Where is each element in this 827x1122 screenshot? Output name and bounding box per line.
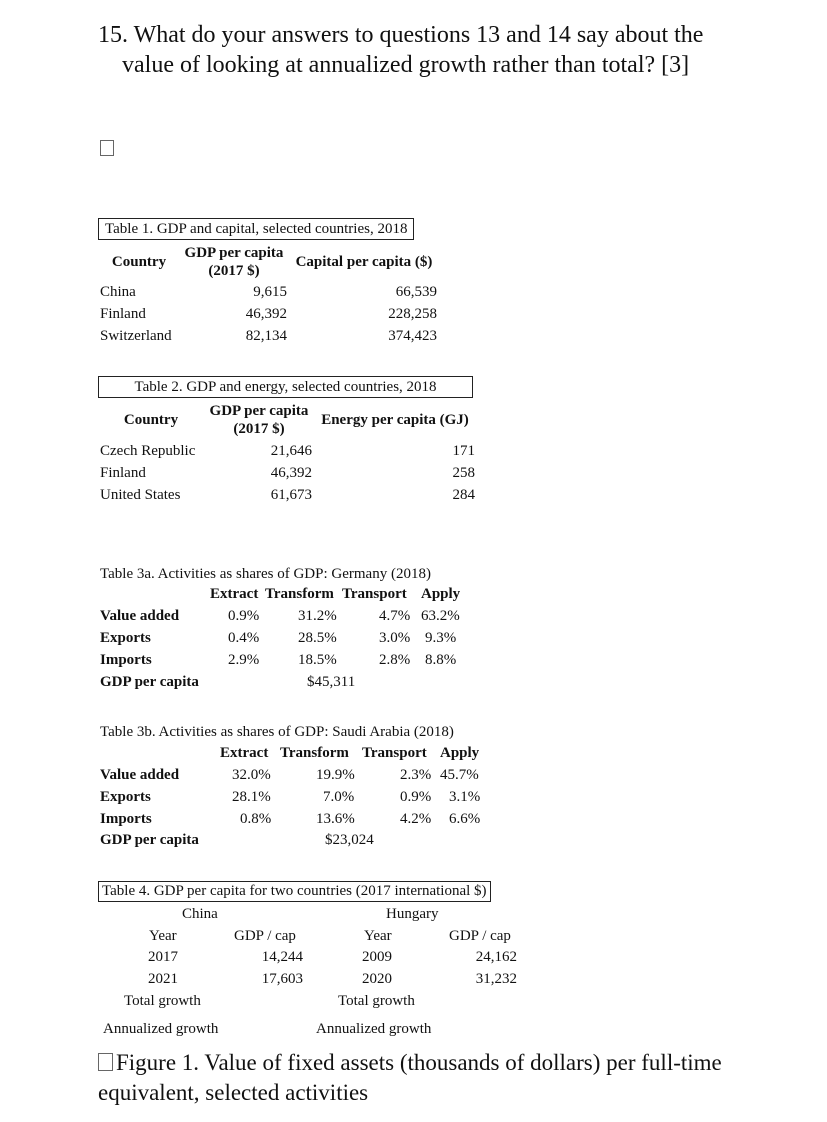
table1-row-gdp: 46,392 bbox=[245, 306, 287, 322]
table1-row-country: China bbox=[100, 284, 136, 300]
table3b-row-label: Exports bbox=[100, 789, 151, 805]
table2-row-energy: 258 bbox=[452, 465, 475, 481]
table3b-cell: 32.0% bbox=[232, 767, 271, 783]
table3b-cell: 0.8% bbox=[240, 811, 272, 827]
table3b-header-extract: Extract bbox=[220, 745, 269, 761]
table4-china-total-growth: Total growth bbox=[124, 993, 201, 1009]
table3b-cell: 19.9% bbox=[316, 767, 355, 783]
table2-row-energy: 171 bbox=[452, 443, 475, 459]
table3a-cell: 0.9% bbox=[228, 608, 260, 624]
table3a-cell: 2.8% bbox=[379, 652, 411, 668]
table4-hungary-name: Hungary bbox=[386, 906, 439, 922]
table4-china-annualized-growth: Annualized growth bbox=[103, 1021, 219, 1037]
table4-hungary-gdp: 31,232 bbox=[475, 971, 517, 987]
table4-hungary-year: 2020 bbox=[362, 971, 392, 987]
table4-china-name: China bbox=[182, 906, 218, 922]
table3a-cell: 9.3% bbox=[425, 630, 457, 646]
table1-header-country: Country bbox=[111, 254, 167, 270]
table3b-caption: Table 3b. Activities as shares of GDP: Saudi Arabia (2018) bbox=[100, 724, 454, 740]
table4-china-gdp: 17,603 bbox=[261, 971, 303, 987]
table1-header-gdp: GDP per capita bbox=[184, 245, 284, 261]
table1-row-country: Switzerland bbox=[100, 328, 172, 344]
table1-row-country: Finland bbox=[100, 306, 146, 322]
table3b-cell: 2.3% bbox=[400, 767, 432, 783]
table2-row-country: Finland bbox=[100, 465, 146, 481]
table1-row-capital: 374,423 bbox=[388, 328, 437, 344]
table3a-caption: Table 3a. Activities as shares of GDP: Germany (2018) bbox=[100, 566, 431, 582]
table2-row-country: United States bbox=[100, 487, 181, 503]
table3b-row-label: Value added bbox=[100, 767, 180, 783]
table3a-row-label: Value added bbox=[100, 608, 180, 624]
table2-caption: Table 2. GDP and energy, selected countries, 2018 bbox=[98, 376, 473, 398]
table3b-cell: 28.1% bbox=[232, 789, 271, 805]
table2-header-gdp-unit: (2017 $) bbox=[233, 421, 285, 437]
table4-hungary-annualized-growth: Annualized growth bbox=[316, 1021, 432, 1037]
table4-china-gdp: 14,244 bbox=[261, 949, 303, 965]
table3a-cell: 31.2% bbox=[298, 608, 337, 624]
table3b-cell: 45.7% bbox=[440, 767, 479, 783]
table3a-row-label: Imports bbox=[100, 652, 152, 668]
table3a-cell: 63.2% bbox=[421, 608, 460, 624]
table3b-cell: 6.6% bbox=[449, 811, 481, 827]
table4-hungary-year: 2009 bbox=[362, 949, 392, 965]
table3a-header-apply: Apply bbox=[421, 586, 461, 602]
table2-header-energy: Energy per capita (GJ) bbox=[321, 412, 469, 428]
table3a-cell: 2.9% bbox=[228, 652, 260, 668]
table1-row-capital: 66,539 bbox=[395, 284, 437, 300]
image-placeholder-icon bbox=[98, 1053, 113, 1071]
figure1-caption-text: Figure 1. Value of fixed assets (thousands of dollars) per full-time equivalent, selected activities bbox=[98, 1050, 722, 1105]
table2-row-gdp: 21,646 bbox=[270, 443, 312, 459]
table1-caption: Table 1. GDP and capital, selected countries, 2018 bbox=[98, 218, 414, 240]
table4-china-year: 2017 bbox=[148, 949, 178, 965]
table3b-header-transform: Transform bbox=[280, 745, 349, 761]
table2-row-gdp: 46,392 bbox=[270, 465, 312, 481]
table1-row-capital: 228,258 bbox=[388, 306, 437, 322]
table4-china-gdp-header: GDP / cap bbox=[234, 928, 296, 944]
table3a-cell: 0.4% bbox=[228, 630, 260, 646]
table4-hungary-gdp-header: GDP / cap bbox=[449, 928, 511, 944]
table4-china-year: 2021 bbox=[148, 971, 178, 987]
table2-header-gdp: GDP per capita bbox=[209, 403, 309, 419]
table3a-cell: 4.7% bbox=[379, 608, 411, 624]
table1-row-gdp: 9,615 bbox=[253, 284, 287, 300]
table1-row-gdp: 82,134 bbox=[245, 328, 287, 344]
table2-row-gdp: 61,673 bbox=[270, 487, 312, 503]
table3a-cell: 3.0% bbox=[379, 630, 411, 646]
table2-row-energy: 284 bbox=[452, 487, 475, 503]
table3b-cell: 0.9% bbox=[400, 789, 432, 805]
question-line-2: value of looking at annualized growth rather than total? [3] bbox=[122, 52, 690, 78]
table2-row-country: Czech Republic bbox=[100, 443, 196, 459]
table1-header-capital: Capital per capita ($) bbox=[295, 254, 433, 270]
table3b-cell: 7.0% bbox=[323, 789, 355, 805]
table4-caption: Table 4. GDP per capita for two countries (2017 international $) bbox=[98, 881, 491, 902]
table3a-header-transform: Transform bbox=[265, 586, 334, 602]
table3a-cell: 28.5% bbox=[298, 630, 337, 646]
table3a-header-transport: Transport bbox=[342, 586, 407, 602]
table3b-gdp-value: $23,024 bbox=[325, 832, 374, 848]
table3b-cell: 13.6% bbox=[316, 811, 355, 827]
table3a-gdp-label: GDP per capita bbox=[100, 674, 199, 690]
table3b-cell: 3.1% bbox=[449, 789, 481, 805]
table3a-header-extract: Extract bbox=[210, 586, 259, 602]
table3b-header-apply: Apply bbox=[440, 745, 480, 761]
table4-hungary-year-header: Year bbox=[364, 928, 392, 944]
table2-header-country: Country bbox=[123, 412, 179, 428]
table3b-cell: 4.2% bbox=[400, 811, 432, 827]
question-15 bbox=[98, 20, 703, 80]
table4-china-year-header: Year bbox=[149, 928, 177, 944]
table3a-cell: 18.5% bbox=[298, 652, 337, 668]
table3b-header-transport: Transport bbox=[362, 745, 427, 761]
table3b-row-label: Imports bbox=[100, 811, 152, 827]
table4-hungary-gdp: 24,162 bbox=[475, 949, 517, 965]
table3a-gdp-value: $45,311 bbox=[307, 674, 356, 690]
answer-checkbox[interactable] bbox=[100, 140, 114, 156]
figure1-caption bbox=[98, 1048, 738, 1108]
table1-header-gdp-unit: (2017 $) bbox=[208, 263, 260, 279]
table3a-cell: 8.8% bbox=[425, 652, 457, 668]
question-line-1: 15. What do your answers to questions 13 and 14 say about the bbox=[98, 22, 704, 48]
table3a-row-label: Exports bbox=[100, 630, 151, 646]
table3b-gdp-label: GDP per capita bbox=[100, 832, 199, 848]
table4-hungary-total-growth: Total growth bbox=[338, 993, 415, 1009]
